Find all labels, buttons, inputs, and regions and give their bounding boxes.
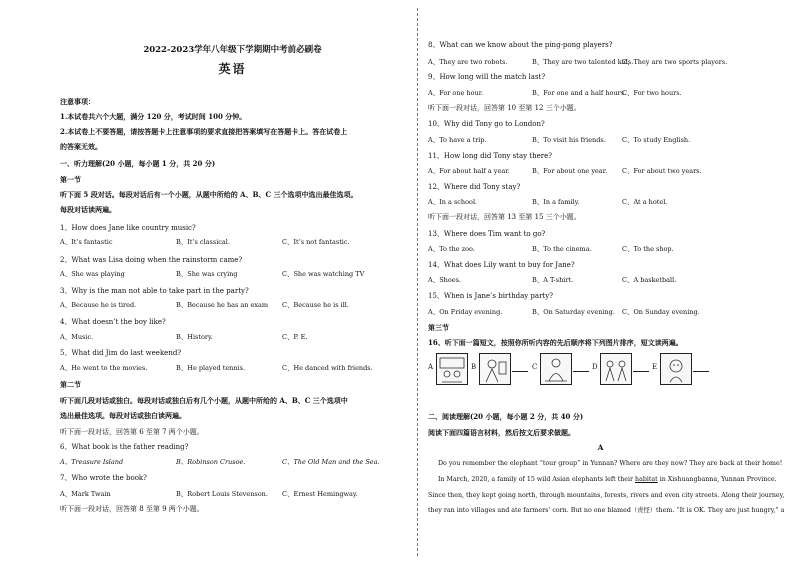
answer-blank[interactable] bbox=[693, 363, 709, 372]
q2-option-a: A、She was playing bbox=[60, 270, 125, 278]
picture-row bbox=[428, 353, 768, 395]
question-15: 15、When is Jane’s birthday party? bbox=[428, 292, 553, 300]
question-1: 1、How does Jane like country music? bbox=[60, 224, 196, 232]
section-2-label: 第二节 bbox=[60, 380, 81, 389]
q4-option-c: C、P. E. bbox=[282, 333, 308, 341]
column-divider bbox=[417, 8, 418, 556]
question-6: 6、What book is the father reading? bbox=[60, 443, 189, 451]
notice-heading: 注意事项： bbox=[60, 97, 95, 106]
picture-a bbox=[436, 353, 468, 385]
q9-option-b: B、For one and a half hours. bbox=[532, 89, 627, 97]
instruction-6-7: 听下面一段对话，回答第 6 至第 7 两个小题。 bbox=[60, 428, 204, 436]
q11-option-c: C、For about two years. bbox=[622, 167, 702, 175]
q3-option-b: B、Because he has an exam bbox=[176, 301, 269, 309]
underlined-word-habitat: habitat bbox=[635, 476, 658, 483]
q3-option-a: A、Because he is tired. bbox=[60, 301, 137, 309]
q11-option-a: A、For about half a year. bbox=[428, 167, 510, 175]
question-10: 10、Why did Tony go to London? bbox=[428, 120, 545, 128]
q10-option-c: C、To study English. bbox=[622, 136, 691, 144]
section-1-desc-a: 听下面 5 段对话。每段对话后有一个小题，从题中所给的 A、B、C 三个选项中选出最佳选项。 bbox=[60, 190, 358, 199]
picture-e-letter: E bbox=[652, 363, 658, 371]
instruction-8-9: 听下面一段对话，回答第 8 至第 9 两个小题。 bbox=[60, 505, 204, 513]
q15-option-a: A、On Friday evening. bbox=[428, 308, 503, 316]
question-5: 5、What did Jim do last weekend? bbox=[60, 349, 182, 357]
q11-option-b: B、For about one year. bbox=[532, 167, 608, 175]
question-13: 13、Where does Tim want to go? bbox=[428, 230, 546, 238]
q14-option-b: B、A T-shirt. bbox=[532, 276, 574, 284]
section-1-desc-b: 每段对话读两遍。 bbox=[60, 205, 116, 214]
question-7: 7、Who wrote the book? bbox=[60, 474, 147, 482]
q3-option-c: C、Because he is ill. bbox=[282, 301, 349, 309]
q8-option-b: B、They are two talented kids. bbox=[532, 58, 634, 66]
section-2-desc-b: 选出最佳选项。每段对话或独白读两遍。 bbox=[60, 411, 186, 420]
notice-item-1: 1.本试卷共六个大题，满分 120 分，考试时间 100 分钟。 bbox=[60, 112, 247, 121]
q6-option-c: C、The Old Man and the Sea. bbox=[282, 458, 380, 466]
q6-option-b: B、Robinson Crusoe. bbox=[176, 458, 246, 466]
q9-option-c: C、For two hours. bbox=[622, 89, 682, 97]
question-9: 9、How long will the match last? bbox=[428, 73, 546, 81]
instruction-13-15: 听下面一段对话，回答第 13 至第 15 三个小题。 bbox=[428, 213, 581, 221]
question-12: 12、Where did Tony stay? bbox=[428, 183, 521, 191]
section-1-label: 第一节 bbox=[60, 175, 81, 184]
q8-option-a: A、They are two robots. bbox=[428, 58, 508, 66]
subject-title: 英语 bbox=[218, 62, 247, 76]
reading-heading: 二、阅读理解(20 小题，每小题 2 分，共 40 分) bbox=[428, 412, 584, 421]
q6-option-a: A、Treasure Island bbox=[60, 458, 124, 466]
reading-desc: 阅读下面四篇语言材料，然后按文后要求做题。 bbox=[428, 428, 575, 437]
q7-option-b: B、Robert Louis Stevenson. bbox=[176, 490, 268, 498]
q12-option-b: B、In a family. bbox=[532, 198, 580, 206]
q13-option-c: C、To the shop. bbox=[622, 245, 674, 253]
q1-option-b: B、It’s classical. bbox=[176, 238, 230, 246]
notice-item-2a: 2.本试卷上不要答题，请按答题卡上注意事项的要求直接把答案填写在答题卡上。答在试卷上 bbox=[60, 127, 348, 136]
picture-c bbox=[540, 353, 572, 385]
picture-c-letter: C bbox=[532, 363, 538, 371]
q14-option-a: A、Shoes. bbox=[428, 276, 461, 284]
q4-option-b: B、History. bbox=[176, 333, 213, 341]
passage-line-2 bbox=[438, 475, 777, 484]
q5-option-a: A、He went to the movies. bbox=[60, 364, 148, 372]
q15-option-c: C、On Sunday evening. bbox=[622, 308, 700, 316]
listening-heading: 一、听力理解(20 小题，每小题 1 分，共 20 分) bbox=[60, 159, 216, 168]
question-2: 2、What was Lisa doing when the rainstorm came? bbox=[60, 256, 243, 264]
exam-title: 2022-2023学年八年级下学期期中考前必刷卷 bbox=[143, 45, 322, 55]
passage-line-3: Since then, they kept going north, through mountains, forests, rivers and even city streets. Along their journey, bbox=[428, 492, 785, 499]
q13-option-a: A、To the zoo. bbox=[428, 245, 475, 253]
section-2-desc-a: 听下面几段对话或独白。每段对话或独白后有几个小题，从题中所给的 A、B、C 三个选项中 bbox=[60, 396, 348, 405]
section-3-label: 第三节 bbox=[428, 323, 449, 332]
question-3: 3、Why is the man not able to take part in the party? bbox=[60, 287, 249, 295]
instruction-10-12: 听下面一段对话，回答第 10 至第 12 三个小题。 bbox=[428, 104, 581, 112]
q2-option-c: C、She was watching TV bbox=[282, 270, 365, 278]
question-11: 11、How long did Tony stay there? bbox=[428, 152, 553, 160]
answer-blank[interactable] bbox=[573, 363, 589, 372]
q1-option-c: C、It’s not fantastic. bbox=[282, 238, 350, 246]
picture-e bbox=[660, 353, 692, 385]
q7-option-a: A、Mark Twain bbox=[60, 490, 111, 498]
picture-b-letter: B bbox=[471, 363, 477, 371]
question-4: 4、What doesn’t the boy like? bbox=[60, 318, 166, 326]
picture-a-letter: A bbox=[428, 363, 434, 371]
q10-option-b: B、To visit his friends. bbox=[532, 136, 606, 144]
q14-option-c: C、A basketball. bbox=[622, 276, 677, 284]
passage-line-2b: in Xishuangbanna, Yunnan Province. bbox=[657, 476, 777, 483]
answer-blank[interactable] bbox=[633, 363, 649, 372]
picture-d bbox=[600, 353, 632, 385]
q2-option-b: B、She was crying bbox=[176, 270, 238, 278]
q7-option-c: C、Ernest Hemingway. bbox=[282, 490, 358, 498]
q8-option-c: C、They are two sports players. bbox=[622, 58, 728, 66]
notice-item-2b: 的答案无效。 bbox=[60, 142, 102, 151]
picture-b bbox=[479, 353, 511, 385]
q9-option-a: A、For one hour. bbox=[428, 89, 484, 97]
answer-blank[interactable] bbox=[512, 363, 528, 372]
passage-line-1: Do you remember the elephant “tour group” in Yunnan? Where are they now? They are back at their home! bbox=[438, 460, 783, 467]
q5-option-b: B、He played tennis. bbox=[176, 364, 246, 372]
q15-option-b: B、On Saturday evening. bbox=[532, 308, 615, 316]
passage-line-2a: In March, 2020, a family of 15 wild Asian elephants left their bbox=[438, 476, 634, 483]
q12-option-c: C、At a hotel. bbox=[622, 198, 668, 206]
question-16: 16、听下面一篇短文，按照你所听内容的先后顺序将下列图片排序，短文读两遍。 bbox=[428, 338, 683, 347]
q10-option-a: A、To have a trip. bbox=[428, 136, 487, 144]
q4-option-a: A、Music. bbox=[60, 333, 94, 341]
question-14: 14、What does Lily want to buy for Jane? bbox=[428, 261, 575, 269]
q5-option-c: C、He danced with friends. bbox=[282, 364, 373, 372]
q13-option-b: B、To the cinema. bbox=[532, 245, 592, 253]
passage-line-4: they ran into villages and ate farmers’ corn. But no one blamed（责怪）them. “It is OK. They are just hungry,” a bbox=[428, 507, 785, 514]
question-8: 8、What can we know about the ping-pong players? bbox=[428, 41, 613, 49]
q12-option-a: A、In a school. bbox=[428, 198, 478, 206]
q1-option-a: A、It’s fantastic bbox=[60, 238, 113, 246]
passage-a-label: A bbox=[597, 443, 604, 452]
picture-d-letter: D bbox=[592, 363, 598, 371]
